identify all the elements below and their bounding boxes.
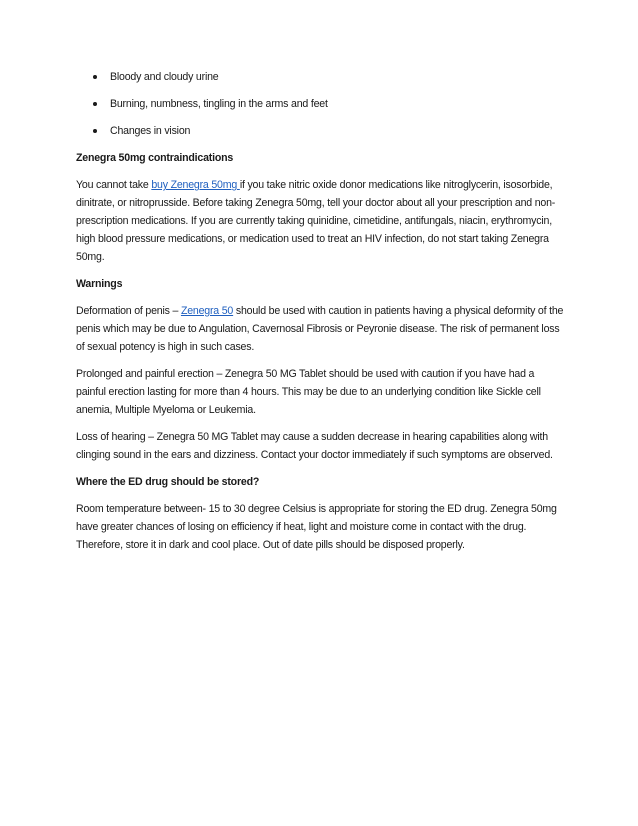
deformation-paragraph — [76, 302, 566, 356]
document-page — [76, 68, 566, 563]
contraindications-heading: Zenegra 50mg contraindications — [76, 152, 234, 164]
list-item-text: Burning, numbness, tingling in the arms and feet — [110, 98, 328, 110]
buy-zenegra-link[interactable]: buy Zenegra 50mg — [151, 179, 240, 191]
list-item — [76, 95, 566, 113]
storage-heading: Where the ED drug should be stored? — [76, 476, 260, 488]
prolonged-erection-paragraph: Prolonged and painful erection – Zenegra 50 MG Tablet should be used with caution if you have had a painful erection lasting for more than 4 hours. This may be due to an underlying condition like Sickle cell anemia, Multiple Myeloma or Leukemia. — [76, 368, 541, 416]
contraindications-text-end: if you take nitric oxide donor medications like nitroglycerin, isosorbide, dinitrate, or nitroprusside. Before taking Zenegra 50mg, tell your doctor about all your prescription and non-prescription medications. If you are currently taking quinidine, cimetidine, antifungals, niacin, erythromycin, high blood pressure medications, or medication used to treat an HIV infection, do not start taking Zenegra 50mg. — [76, 179, 556, 263]
list-item — [76, 68, 566, 86]
bullet-icon — [93, 129, 97, 133]
bullet-icon — [93, 102, 97, 106]
list-item — [76, 122, 566, 140]
bullet-icon — [93, 75, 97, 79]
side-effects-list — [76, 68, 566, 140]
zenegra-50-link[interactable]: Zenegra 50 — [180, 305, 234, 317]
deformation-text-start: Deformation of penis – — [76, 305, 181, 317]
contraindications-text-start: You cannot take — [76, 179, 152, 191]
list-item-text: Changes in vision — [110, 125, 191, 137]
warnings-heading: Warnings — [76, 278, 123, 290]
deformation-text-end: should be used with caution in patients having a physical deformity of the penis which may be due to Angulation, Cavernosal Fibrosis or Peyronie disease. The risk of permanent loss of sexual potency is high in such cases. — [76, 305, 564, 353]
contraindications-paragraph — [76, 176, 566, 266]
hearing-loss-paragraph: Loss of hearing – Zenegra 50 MG Tablet may cause a sudden decrease in hearing capabilities along with clinging sound in the ears and dizziness. Contact your doctor immediately if such symptoms are observed. — [76, 431, 553, 461]
list-item-text: Bloody and cloudy urine — [110, 71, 219, 83]
storage-paragraph: Room temperature between- 15 to 30 degree Celsius is appropriate for storing the ED drug. Zenegra 50mg have greater chances of losing on efficiency if heat, light and moisture come in contact with the drug. Therefore, store it in dark and cool place. Out of date pills should be disposed properly. — [76, 503, 557, 551]
